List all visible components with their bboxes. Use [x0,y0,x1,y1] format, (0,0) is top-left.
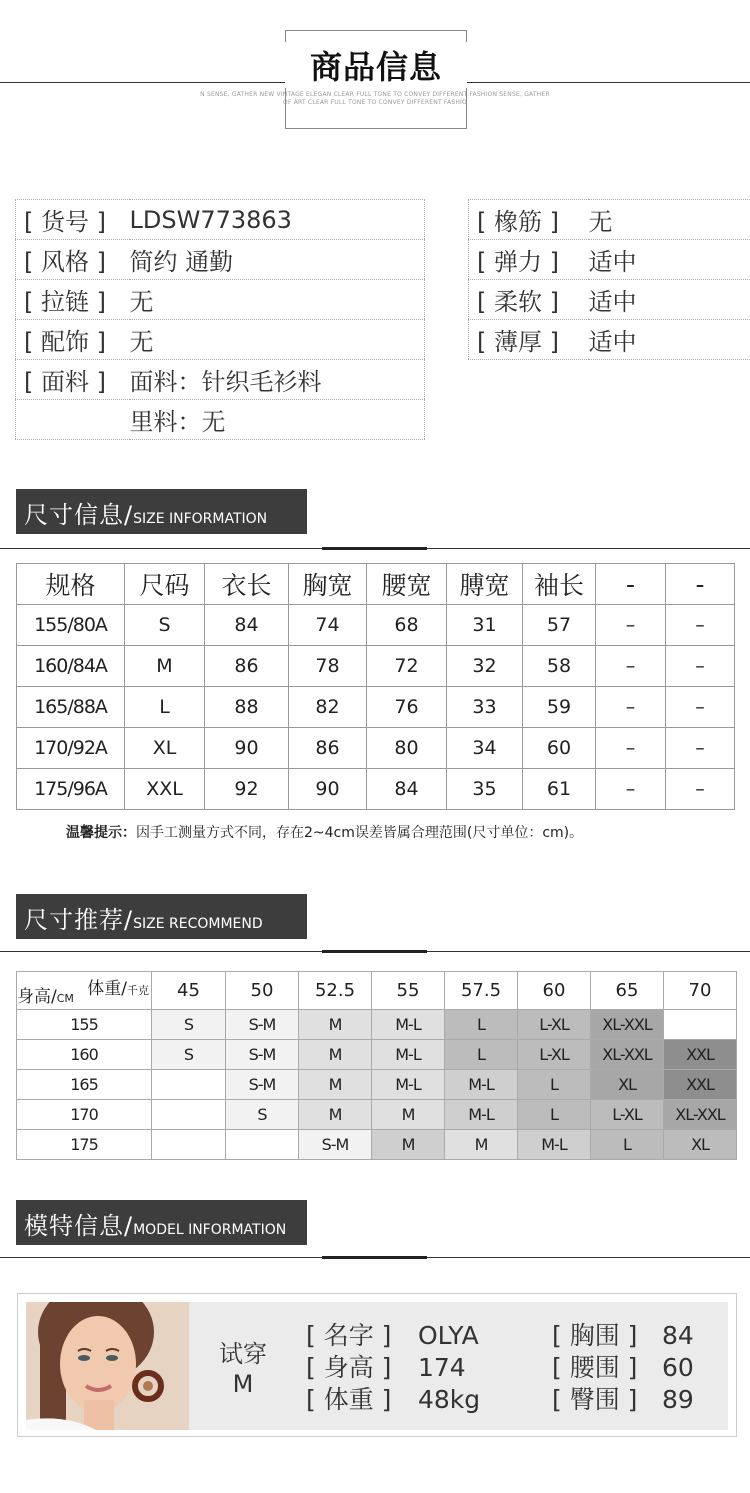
section-title: 模特信息/MODEL INFORMATION [24,1212,287,1240]
recommend-size-cell: XL-XXL [591,1010,664,1040]
info-value: 无 [130,320,425,360]
recommend-size-cell [152,1070,226,1100]
size-cell: 31 [447,605,523,646]
recommend-size-cell: M-L [445,1100,518,1130]
info-row [16,200,425,240]
model-value: OLYA [418,1321,479,1350]
info-value: 简约 通勤 [130,240,425,280]
size-cell: 86 [205,646,289,687]
try-on-info [218,1339,268,1399]
info-value: 适中 [589,320,750,360]
size-cell: 34 [447,728,523,769]
size-cell: 80 [367,728,447,769]
size-cell: – [596,646,666,687]
weight-header-cell: 65 [591,972,664,1010]
try-on-label: 试穿 [219,1340,267,1368]
recommend-size-cell: L-XL [518,1010,591,1040]
recommend-size-cell: XL-XXL [591,1040,664,1070]
size-cell: – [596,769,666,810]
size-header-cell: 衣长 [205,564,289,605]
recommend-size-cell: XL-XXL [664,1100,737,1130]
recommend-size-cell: XL [664,1130,737,1160]
weight-header-cell: 52.5 [299,972,372,1010]
section-title: 尺寸信息/SIZE INFORMATION [24,501,268,529]
recommend-size-cell: M-L [445,1070,518,1100]
info-key: [ 风格 ] [16,240,130,280]
section-rule-mark [322,1256,427,1259]
model-value: 60 [662,1353,694,1382]
weight-header-cell: 45 [152,972,226,1010]
size-cell: XXL [125,769,205,810]
recommend-row [17,1130,737,1160]
info-row [469,280,750,320]
size-header-cell: 尺码 [125,564,205,605]
recommend-corner-cell [17,972,152,1010]
size-cell: 84 [205,605,289,646]
size-header-cell: 胸宽 [289,564,367,605]
weight-header-cell: 50 [226,972,299,1010]
recommend-size-cell: L [518,1070,591,1100]
section-rule-mark [322,950,427,953]
info-key: [ 配饰 ] [16,320,130,360]
weight-header-cell: 55 [372,972,445,1010]
info-row [469,320,750,360]
model-value: 89 [662,1385,694,1414]
size-cell: 92 [205,769,289,810]
size-cell: 175/96A [17,769,125,810]
product-info-table-left [15,199,425,440]
recommend-size-cell: M [299,1070,372,1100]
size-cell: 32 [447,646,523,687]
size-cell: 35 [447,769,523,810]
model-key: [ 名字 ] [306,1321,392,1350]
info-row [16,320,425,360]
recommend-size-cell [664,1010,737,1040]
size-cell: 78 [289,646,367,687]
model-key: [ 体重 ] [306,1385,392,1414]
recommend-size-cell [152,1130,226,1160]
recommend-size-cell: M [299,1100,372,1130]
model-value: 84 [662,1321,694,1350]
size-cell: 84 [367,769,447,810]
size-cell: – [666,605,735,646]
info-row [469,240,750,280]
recommend-size-cell: S [152,1010,226,1040]
recommend-size-cell: S-M [226,1040,299,1070]
info-value: 无 [589,200,750,240]
size-cell: 68 [367,605,447,646]
size-cell: 57 [523,605,596,646]
info-value: 适中 [589,240,750,280]
size-info-section-header [16,489,307,534]
recommend-size-cell: L [445,1040,518,1070]
model-key: [ 臀围 ] [552,1385,638,1414]
size-cell: 59 [523,687,596,728]
recommend-size-cell: S [152,1040,226,1070]
height-cell: 160 [17,1040,152,1070]
recommend-size-cell [226,1130,299,1160]
info-key [16,400,130,440]
info-row [16,240,425,280]
weight-header-cell: 57.5 [445,972,518,1010]
info-row [469,200,750,240]
recommend-size-cell: M [372,1100,445,1130]
info-value: 适中 [589,280,750,320]
weight-header-cell: 60 [518,972,591,1010]
recommend-size-cell: XXL [664,1070,737,1100]
size-row [17,687,735,728]
recommend-size-cell: M [299,1040,372,1070]
info-key: [ 货号 ] [16,200,130,240]
page-title: 商品信息 [285,42,467,88]
size-row [17,769,735,810]
size-cell: M [125,646,205,687]
size-cell: L [125,687,205,728]
info-key: [ 薄厚 ] [469,320,589,360]
info-key: [ 弹力 ] [469,240,589,280]
recommend-size-cell: L-XL [518,1040,591,1070]
size-cell: – [596,728,666,769]
recommend-size-cell: S-M [299,1130,372,1160]
info-value: 面料：针织毛衫料 [130,360,425,400]
size-cell: 165/88A [17,687,125,728]
weight-header-cell: 70 [664,972,737,1010]
recommend-size-cell: M-L [372,1010,445,1040]
size-cell: 74 [289,605,367,646]
model-photo [26,1302,189,1430]
recommend-size-cell: L-XL [591,1100,664,1130]
size-header-cell: 袖长 [523,564,596,605]
recommend-size-cell: L [518,1100,591,1130]
recommend-size-cell: S-M [226,1070,299,1100]
size-cell: – [666,728,735,769]
info-row [16,360,425,400]
height-cell: 170 [17,1100,152,1130]
height-cell: 155 [17,1010,152,1040]
size-note: 温馨提示：因手工测量方式不同，存在2~4cm误差皆属合理范围(尺寸单位：cm)。 [66,825,584,841]
size-cell: 33 [447,687,523,728]
size-cell: 72 [367,646,447,687]
recommend-size-cell [152,1100,226,1130]
size-header-cell: 膊宽 [447,564,523,605]
model-key: [ 胸围 ] [552,1321,638,1350]
recommend-row [17,1100,737,1130]
info-key: [ 拉链 ] [16,280,130,320]
size-cell: 88 [205,687,289,728]
header-tagline-1: N SENSE, GATHER NEW VINTAGE ELEGAN CLEAR FULL TONE TO CONVEY DIFFERENT FASHION SENSE, GATHER [200,91,550,98]
info-row [16,280,425,320]
recommend-size-cell: S [226,1100,299,1130]
info-value: 无 [130,280,425,320]
model-portrait-illustration [26,1302,189,1430]
recommend-size-cell: XXL [664,1040,737,1070]
size-cell: 82 [289,687,367,728]
height-cell: 165 [17,1070,152,1100]
size-cell: 90 [289,769,367,810]
header-frame-bottom [285,105,467,129]
section-title: 尺寸推荐/SIZE RECOMMEND [24,906,263,934]
size-cell: – [596,605,666,646]
recommend-size-cell: XL [591,1070,664,1100]
size-cell: – [666,687,735,728]
model-value: 48kg [418,1385,481,1414]
model-key: [ 身高 ] [306,1353,392,1382]
info-value: LDSW773863 [130,200,425,240]
size-recommend-table [16,971,737,1160]
height-cell: 175 [17,1130,152,1160]
size-cell: – [666,769,735,810]
recommend-size-cell: M-L [518,1130,591,1160]
size-row [17,728,735,769]
size-cell: 86 [289,728,367,769]
info-key: [ 柔软 ] [469,280,589,320]
size-header-cell: - [596,564,666,605]
size-recommend-section-header [16,894,307,939]
recommend-row [17,1010,737,1040]
recommend-size-cell: M-L [372,1040,445,1070]
weight-axis-label: 体重/千克 [87,979,149,999]
size-header-cell: - [666,564,735,605]
size-cell: XL [125,728,205,769]
header-tagline-2: OF ART CLEAR FULL TONE TO CONVEY DIFFERENT FASHIO [283,99,467,106]
product-info-table-right [468,199,750,360]
size-cell: 160/84A [17,646,125,687]
size-cell: 60 [523,728,596,769]
size-cell: – [666,646,735,687]
recommend-size-cell: M-L [372,1070,445,1100]
model-value: 174 [418,1353,466,1382]
height-axis-label: 身高/CM [17,987,74,1007]
size-row [17,605,735,646]
recommend-row [17,1040,737,1070]
size-cell: 170/92A [17,728,125,769]
model-key: [ 腰围 ] [552,1353,638,1382]
recommend-row [17,1070,737,1100]
info-row [16,400,425,440]
info-key: [ 面料 ] [16,360,130,400]
size-header-cell: 腰宽 [367,564,447,605]
size-header-cell: 规格 [17,564,125,605]
recommend-size-cell: M [372,1130,445,1160]
model-info-section-header [16,1200,307,1245]
size-cell: 155/80A [17,605,125,646]
info-key: [ 橡筋 ] [469,200,589,240]
size-table [16,563,735,810]
info-value: 里料：无 [130,400,425,440]
size-cell: 61 [523,769,596,810]
size-cell: S [125,605,205,646]
size-row [17,646,735,687]
try-on-size: M [232,1370,254,1398]
size-cell: 58 [523,646,596,687]
section-rule-mark [322,547,427,550]
size-cell: 90 [205,728,289,769]
recommend-size-cell: M [299,1010,372,1040]
recommend-size-cell: S-M [226,1010,299,1040]
size-cell: 76 [367,687,447,728]
size-cell: – [596,687,666,728]
recommend-size-cell: M [445,1130,518,1160]
recommend-size-cell: L [591,1130,664,1160]
recommend-size-cell: L [445,1010,518,1040]
